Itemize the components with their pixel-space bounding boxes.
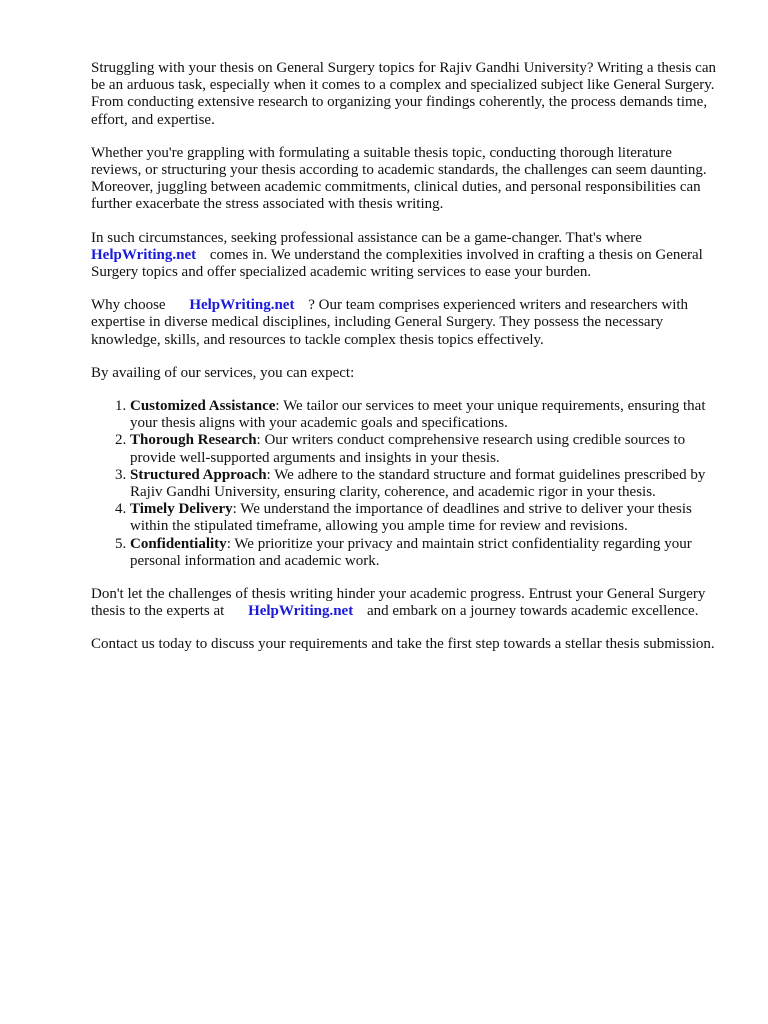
list-item-separator: : (256, 432, 265, 449)
assistance-text-before: In such circumstances, seeking professional assistance can be a game-changer. That's where (91, 229, 642, 246)
list-item (130, 432, 716, 466)
list-item-term: Customized Assistance (130, 398, 276, 415)
why-choose-text-before: Why choose (91, 297, 166, 314)
intro-paragraph: Struggling with your thesis on General Surgery topics for Rajiv Gandhi University? Writing a thesis can be an arduous task, especially when it comes to a complex and specialized subject like General Surgery. From conducting extensive research to organizing your findings coherently, the process demands time, effort, and expertise. (91, 60, 716, 128)
list-item-text: We understand the importance of deadlines and strive to deliver your thesis within the stipulated timeframe, allowing you ample time for review and revisions. (130, 501, 692, 535)
list-item (130, 536, 716, 570)
entrust-text-before: Don't let the challenges of thesis writing hinder your academic progress. Entrust your General Surgery thesis to the experts at (91, 586, 706, 620)
helpwriting-link-1[interactable]: HelpWriting.net (91, 246, 197, 263)
expect-paragraph: By availing of our services, you can expect: (91, 364, 355, 381)
list-item-term: Structured Approach (130, 466, 267, 483)
benefits-list (91, 398, 716, 570)
entrust-text-after: and embark on a journey towards academic excellence. (366, 603, 699, 620)
why-choose-paragraph (91, 297, 716, 349)
list-item-separator: : (275, 398, 284, 415)
entrust-paragraph (91, 586, 716, 620)
list-item (130, 467, 716, 501)
list-item (130, 398, 716, 432)
contact-paragraph: Contact us today to discuss your requirements and take the first step towards a stellar thesis submission. (91, 636, 715, 653)
list-item-separator: : (266, 466, 275, 483)
helpwriting-link-2[interactable]: HelpWriting.net (189, 297, 295, 314)
list-item-term: Confidentiality (130, 535, 227, 552)
list-item (130, 501, 716, 535)
list-item-text: We adhere to the standard structure and format guidelines prescribed by Rajiv Gandhi University, ensuring clarity, coherence, and academic rigor in your thesis. (130, 466, 706, 501)
assistance-paragraph (91, 230, 716, 282)
list-item-term: Thorough Research (130, 432, 257, 449)
list-item-text: Our writers conduct comprehensive research using credible sources to provide well-supported arguments and insights in your thesis. (130, 432, 686, 466)
list-item-text: We prioritize your privacy and maintain strict confidentiality regarding your personal information and academic work. (130, 535, 692, 569)
list-item-text: We tailor our services to meet your unique requirements, ensuring that your thesis aligns with your academic goals and specifications. (130, 398, 706, 432)
list-item-separator: : (232, 501, 241, 518)
list-item-term: Timely Delivery (130, 501, 233, 518)
assistance-text-after: comes in. We understand the complexities involved in crafting a thesis on General Surgery topics and offer specialized academic writing services to ease your burden. (91, 246, 703, 281)
why-choose-text-after: ? Our team comprises experienced writers and researchers with expertise in diverse medical disciplines, including General Surgery. They possess the necessary knowledge, skills, and resources to tackle complex thesis topics effectively. (91, 297, 689, 348)
list-item-separator: : (226, 535, 235, 552)
helpwriting-link-3[interactable]: HelpWriting.net (248, 603, 354, 620)
challenges-paragraph: Whether you're grappling with formulating a suitable thesis topic, conducting thorough literature reviews, or structuring your thesis according to academic standards, the challenges can seem daunting. Moreover, juggling between academic commitments, clinical duties, and personal responsibilities can further exacerbate the stress associated with thesis writing. (91, 144, 707, 213)
